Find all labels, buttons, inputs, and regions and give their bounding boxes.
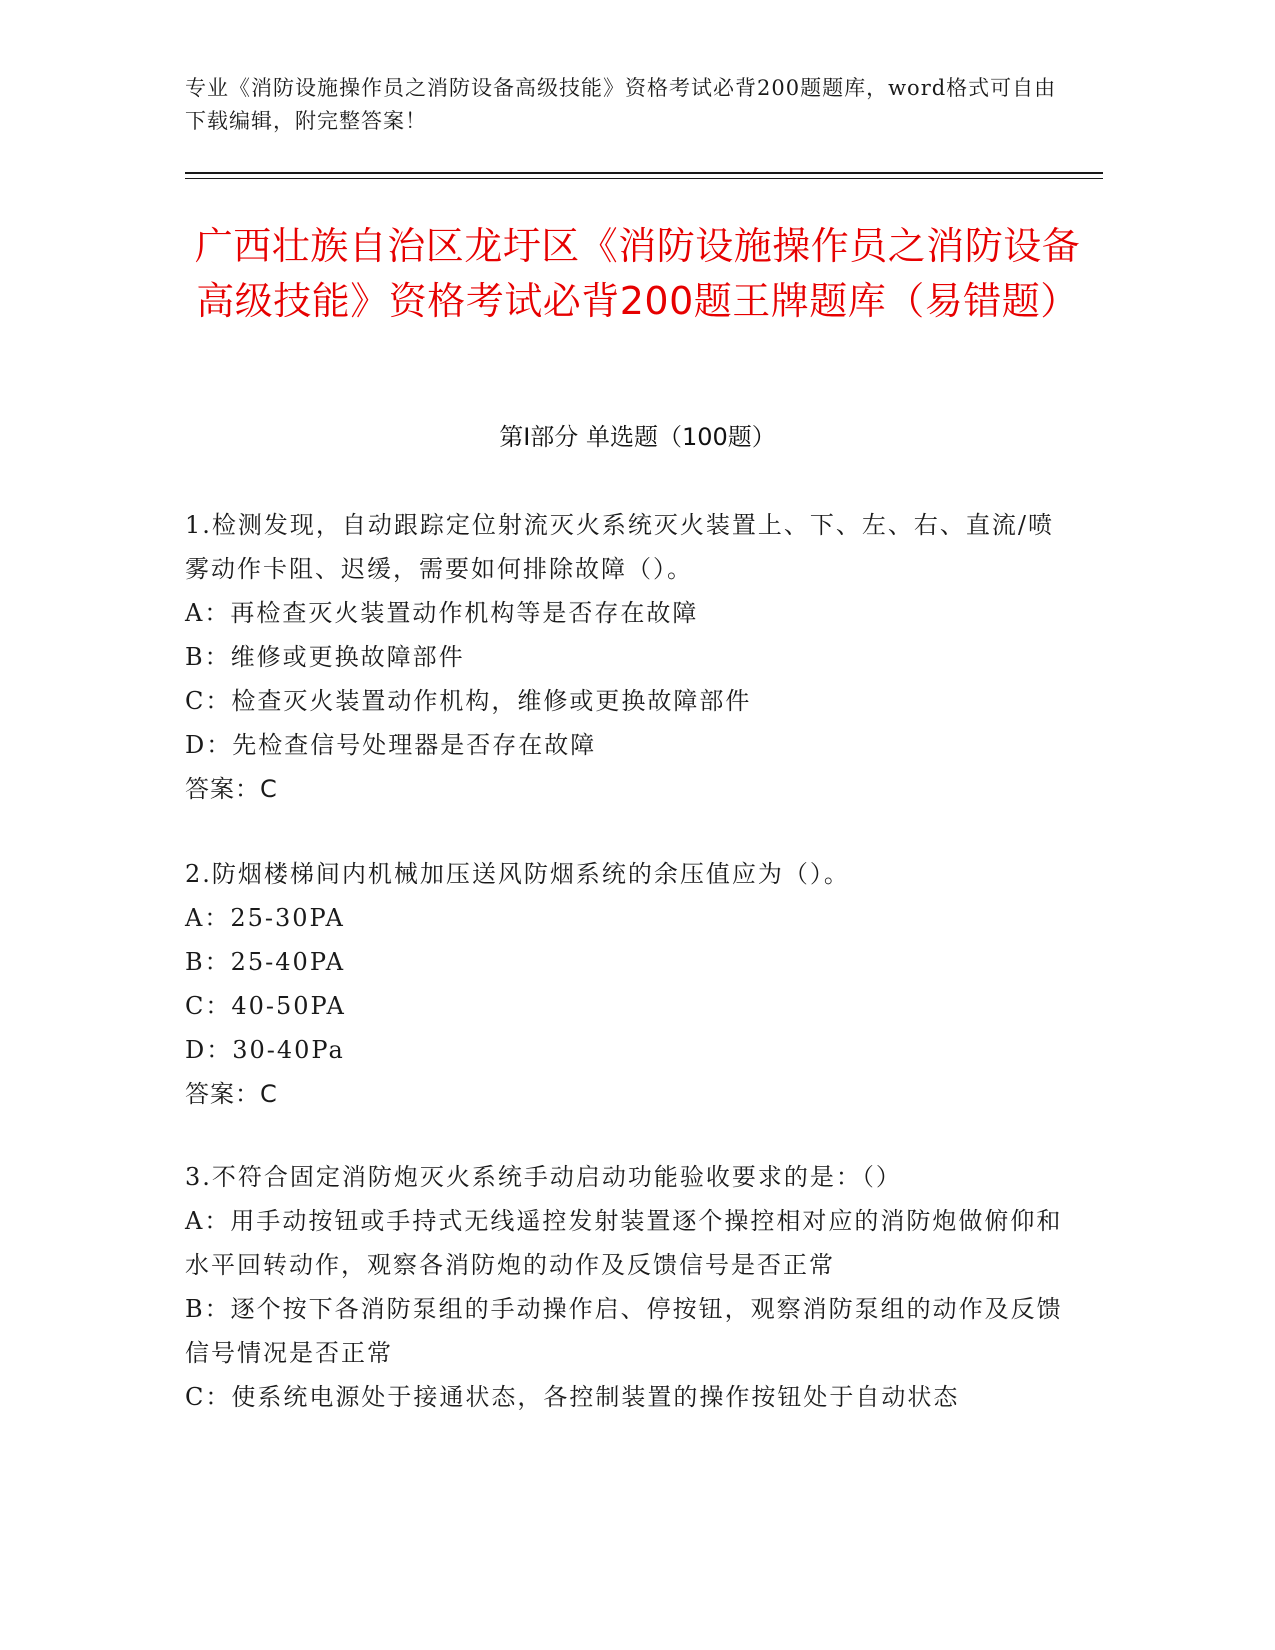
question-stem: 2.防烟楼梯间内机械加压送风防烟系统的余压值应为（）。 bbox=[185, 860, 850, 888]
option-b: B：25-40PA bbox=[185, 948, 346, 976]
option-b: B：逐个按下各消防泵组的手动操作启、停按钮，观察消防泵组的动作及反馈信号情况是否正常 bbox=[185, 1295, 1063, 1367]
option-d: D：先检查信号处理器是否存在故障 bbox=[185, 731, 597, 759]
question-1 bbox=[185, 503, 1065, 811]
option-d: D：30-40Pa bbox=[185, 1036, 345, 1064]
option-a: A：用手动按钮或手持式无线遥控发射装置逐个操控相对应的消防炮做俯仰和水平回转动作，观察各消防炮的动作及反馈信号是否正常 bbox=[185, 1207, 1063, 1279]
question-stem: 3.不符合固定消防炮灭火系统手动启动功能验收要求的是：（） bbox=[185, 1163, 902, 1191]
section-heading: 第Ⅰ部分 单选题（100题） bbox=[499, 423, 776, 451]
answer: 答案：C bbox=[185, 1080, 278, 1108]
option-c: C：检查灭火装置动作机构，维修或更换故障部件 bbox=[185, 687, 752, 715]
question-3 bbox=[185, 1155, 1065, 1419]
answer: 答案：C bbox=[185, 775, 278, 803]
option-a: A：再检查灭火装置动作机构等是否存在故障 bbox=[185, 599, 699, 627]
option-c: C：40-50PA bbox=[185, 992, 346, 1020]
header-rule-thick bbox=[185, 172, 1103, 174]
option-a: A：25-30PA bbox=[185, 904, 345, 932]
option-c: C：使系统电源处于接通状态，各控制装置的操作按钮处于自动状态 bbox=[185, 1383, 960, 1411]
header-note: 专业《消防设施操作员之消防设备高级技能》资格考试必背200题题库，word格式可自由下载编辑，附完整答案！ bbox=[185, 76, 1057, 133]
option-b: B：维修或更换故障部件 bbox=[185, 643, 465, 671]
question-2 bbox=[185, 852, 1065, 1116]
document-title: 广西壮族自治区龙圩区《消防设施操作员之消防设备高级技能》资格考试必背200题王牌题库（易错题） bbox=[194, 224, 1081, 323]
header-rule-thin bbox=[185, 178, 1103, 179]
question-stem: 1.检测发现，自动跟踪定位射流灭火系统灭火装置上、下、左、右、直流/喷雾动作卡阻、迟缓，需要如何排除故障（）。 bbox=[185, 511, 1054, 583]
